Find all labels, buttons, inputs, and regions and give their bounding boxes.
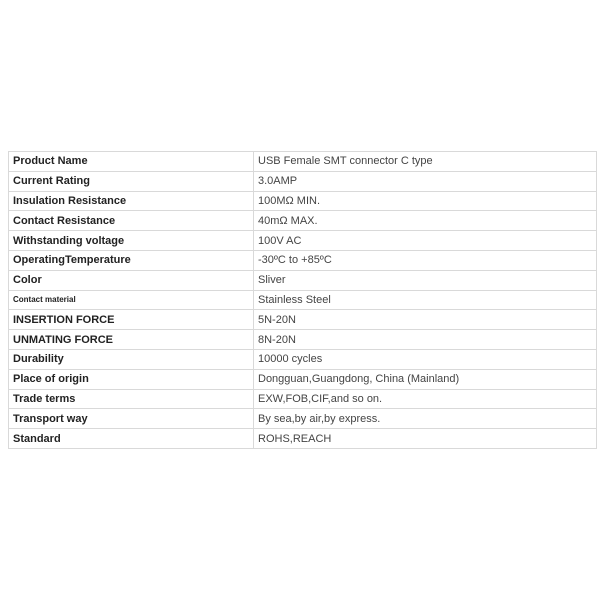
row-label: INSERTION FORCE xyxy=(9,310,254,330)
table-row xyxy=(9,310,597,330)
row-value: 100MΩ MIN. xyxy=(254,191,597,211)
row-value: 100V AC xyxy=(254,231,597,251)
row-label: Insulation Resistance xyxy=(9,191,254,211)
row-value: By sea,by air,by express. xyxy=(254,409,597,429)
row-value: -30ºC to +85ºC xyxy=(254,250,597,270)
row-value: 8N-20N xyxy=(254,330,597,350)
row-value: 10000 cycles xyxy=(254,349,597,369)
table-row xyxy=(9,152,597,172)
table-row xyxy=(9,270,597,290)
table-row xyxy=(9,330,597,350)
row-label: Product Name xyxy=(9,152,254,172)
table-row xyxy=(9,250,597,270)
row-label: Durability xyxy=(9,349,254,369)
table-row xyxy=(9,211,597,231)
table-row xyxy=(9,231,597,251)
table-row xyxy=(9,409,597,429)
row-label: Current Rating xyxy=(9,171,254,191)
table-row xyxy=(9,171,597,191)
row-value: Stainless Steel xyxy=(254,290,597,310)
row-label: Withstanding voltage xyxy=(9,231,254,251)
row-label: Color xyxy=(9,270,254,290)
row-label: UNMATING FORCE xyxy=(9,330,254,350)
row-value: USB Female SMT connector C type xyxy=(254,152,597,172)
table-row xyxy=(9,429,597,449)
row-label: Trade terms xyxy=(9,389,254,409)
row-label: Place of origin xyxy=(9,369,254,389)
table-row xyxy=(9,389,597,409)
row-label: Transport way xyxy=(9,409,254,429)
row-value: 40mΩ MAX. xyxy=(254,211,597,231)
row-value: 5N-20N xyxy=(254,310,597,330)
row-label: OperatingTemperature xyxy=(9,250,254,270)
row-value: Dongguan,Guangdong, China (Mainland) xyxy=(254,369,597,389)
table-row xyxy=(9,369,597,389)
row-label: Standard xyxy=(9,429,254,449)
row-value: Sliver xyxy=(254,270,597,290)
row-label: Contact Resistance xyxy=(9,211,254,231)
row-value: ROHS,REACH xyxy=(254,429,597,449)
row-value: EXW,FOB,CIF,and so on. xyxy=(254,389,597,409)
table-row xyxy=(9,191,597,211)
row-value: 3.0AMP xyxy=(254,171,597,191)
table-row xyxy=(9,349,597,369)
row-label: Contact material xyxy=(9,290,254,310)
table-row xyxy=(9,290,597,310)
spec-table xyxy=(8,151,597,449)
